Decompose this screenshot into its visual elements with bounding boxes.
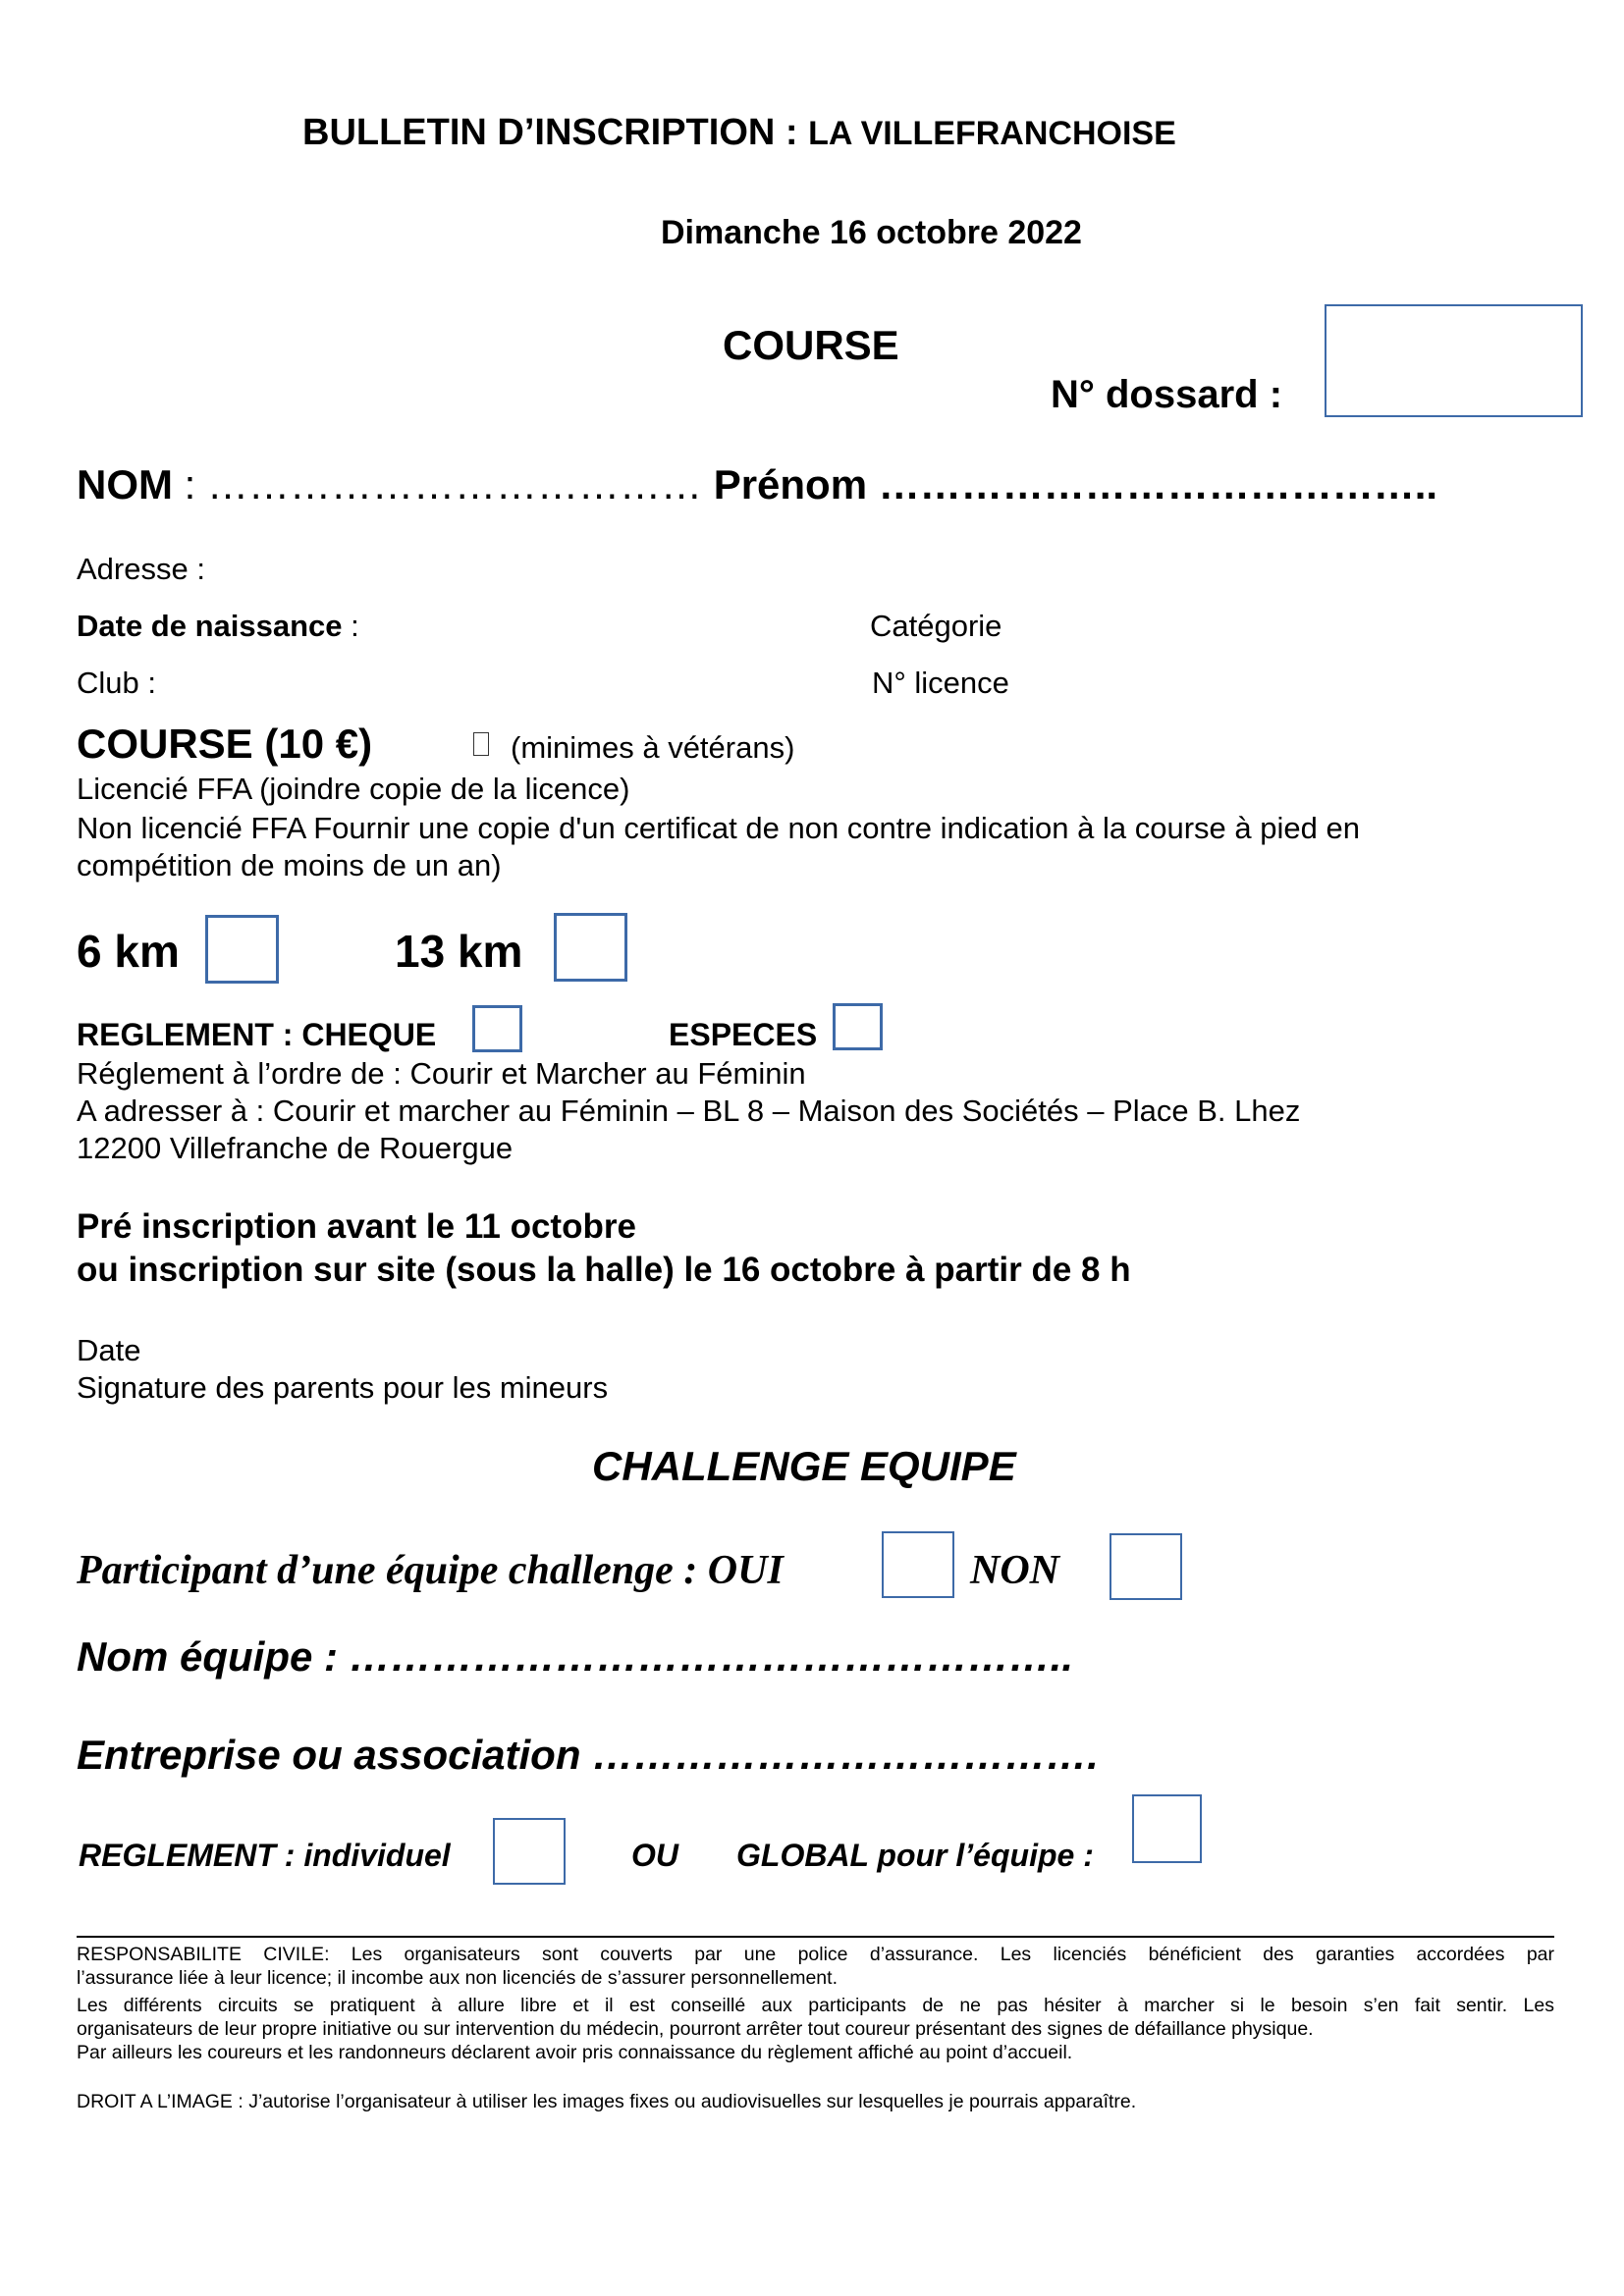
especes-label: ESPECES xyxy=(669,1017,818,1052)
nom-label: NOM xyxy=(77,461,173,507)
nom-field[interactable]: : ……………………………… xyxy=(173,461,714,507)
pre-registration: Pré inscription avant le 11 octobre xyxy=(77,1207,636,1246)
footer-divider xyxy=(77,1936,1554,1938)
distance-6km-checkbox[interactable] xyxy=(205,915,279,984)
title-event: LA VILLEFRANCHOISE xyxy=(808,115,1176,152)
ou-label: OU xyxy=(631,1838,678,1873)
individuel-checkbox[interactable] xyxy=(493,1818,566,1885)
dossard-label: N° dossard : xyxy=(1051,373,1283,416)
licence-label: N° licence xyxy=(872,666,1009,700)
resp-line1: RESPONSABILITE CIVILE: Les organisateurs sont couverts par une police d’assurance. Les licenciés bénéficient des garanties accordées par xyxy=(77,1944,1554,1965)
especes-checkbox[interactable] xyxy=(833,1003,883,1050)
global-checkbox[interactable] xyxy=(1132,1794,1202,1863)
distance-13km-label: 13 km xyxy=(395,926,523,977)
cheque-checkbox[interactable] xyxy=(472,1005,522,1052)
non-licencie-line1: Non licencié FFA Fournir une copie d'un certificat de non contre indication à la course à pied en xyxy=(77,811,1360,845)
event-date: Dimanche 16 octobre 2022 xyxy=(661,214,1082,251)
site-registration: ou inscription sur site (sous la halle) le 16 octobre à partir de 8 h xyxy=(77,1251,1131,1289)
challenge-non-label: NON xyxy=(970,1548,1059,1593)
circuits-line1: Les différents circuits se pratiquent à allure libre et il est conseillé aux participants de ne pas hésiter à marcher si le besoin s’en fait sentir. Les xyxy=(77,1995,1554,2016)
course-heading: COURSE xyxy=(723,322,899,368)
adresse-label: Adresse : xyxy=(77,552,205,586)
droit-image: DROIT A L’IMAGE : J’autorise l’organisateur à utiliser les images fixes ou audiovisuelles sur lesquelles je pourrais apparaître. xyxy=(77,2091,1137,2112)
form-title xyxy=(302,112,1176,154)
payment-address-line1: A adresser à : Courir et marcher au Féminin – BL 8 – Maison des Sociétés – Place B. Lhez xyxy=(77,1094,1301,1128)
name-line xyxy=(77,461,1437,508)
date-label: Date xyxy=(77,1333,141,1367)
naissance-line xyxy=(77,609,359,644)
licencie-text: Licencié FFA (joindre copie de la licence) xyxy=(77,772,630,806)
categorie-label: Catégorie xyxy=(870,609,1002,643)
company-field[interactable]: Entreprise ou association ………………………………. xyxy=(77,1732,1099,1778)
payment-address-line2: 12200 Villefranche de Rouergue xyxy=(77,1131,514,1165)
club-label: Club : xyxy=(77,666,156,700)
naissance-label: Date de naissance xyxy=(77,609,343,643)
prenom-field[interactable]: ………………………………….. xyxy=(867,461,1438,507)
circuits-line2: organisateurs de leur propre initiative ou sur intervention du médecin, pourront arrêter tout coureur présentant des signes de défaillance physique. xyxy=(77,2018,1314,2040)
payment-order: Réglement à l’ordre de : Courir et Marcher au Féminin xyxy=(77,1056,806,1091)
challenge-title: CHALLENGE EQUIPE xyxy=(592,1443,1016,1489)
missing-glyph-icon xyxy=(473,732,489,756)
challenge-payment-label: REGLEMENT : individuel xyxy=(79,1838,451,1873)
title-main: BULLETIN D’INSCRIPTION : xyxy=(302,112,798,153)
global-label: GLOBAL pour l’équipe : xyxy=(736,1838,1094,1873)
naissance-sep: : xyxy=(342,609,359,643)
parents-signature-label: Signature des parents pour les mineurs xyxy=(77,1370,609,1405)
course-price-heading: COURSE (10 €) xyxy=(77,721,373,767)
prenom-label: Prénom xyxy=(713,461,868,507)
challenge-oui-checkbox[interactable] xyxy=(882,1531,954,1598)
challenge-non-checkbox[interactable] xyxy=(1110,1533,1182,1600)
non-licencie-line2: compétition de moins de un an) xyxy=(77,848,502,882)
dossard-field[interactable] xyxy=(1325,304,1583,417)
payment-cheque-label: REGLEMENT : CHEQUE xyxy=(77,1017,437,1052)
resp-line2: l’assurance liée à leur licence; il incombe aux non licenciés de s’assurer personnellement. xyxy=(77,1967,838,1989)
ailleurs-line: Par ailleurs les coureurs et les randonneurs déclarent avoir pris connaissance du règlement affiché au point d’accueil. xyxy=(77,2042,1073,2063)
team-name-field[interactable]: Nom équipe : …………………………………………….. xyxy=(77,1633,1074,1680)
range-note: (minimes à vétérans) xyxy=(511,730,795,765)
distance-13km-checkbox[interactable] xyxy=(554,913,627,982)
participant-label: Participant d’une équipe challenge : OUI xyxy=(77,1548,784,1593)
distance-6km-label: 6 km xyxy=(77,926,180,977)
